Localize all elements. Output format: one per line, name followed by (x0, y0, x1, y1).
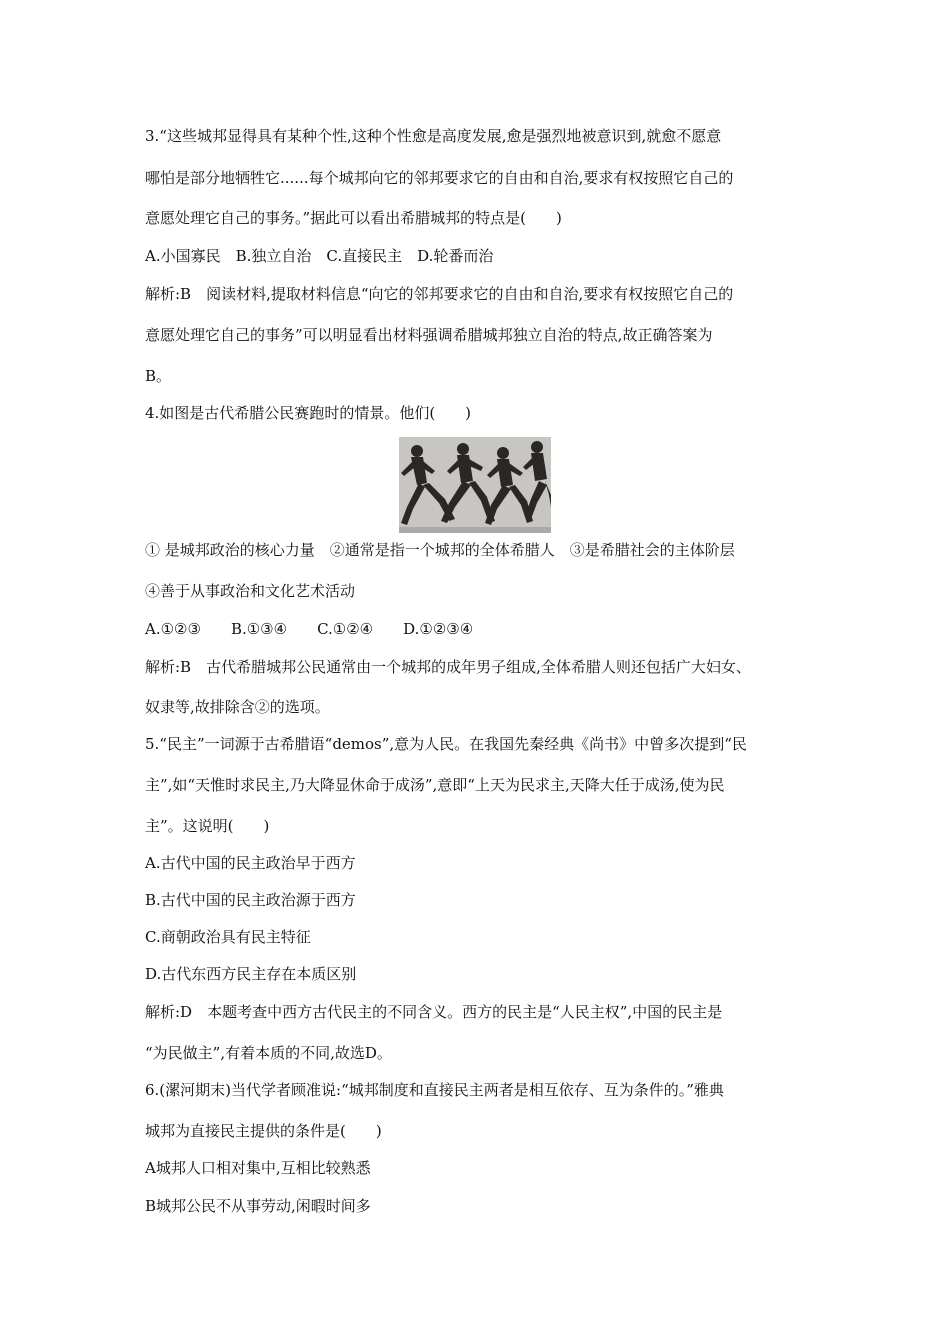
q6-option-b: B城邦公民不从事劳动,闲暇时间多 (145, 1197, 371, 1215)
q5-analysis-line-1: 解析:D 本题考查中西方古代民主的不同含义。西方的民主是“人民主权”,中国的民主是 (145, 1003, 723, 1021)
q3-stem-line-1: 3.“这些城邦显得具有某种个性,这种个性愈是高度发展,愈是强烈地被意识到,就愈不愿意 (145, 127, 722, 145)
q5-option-a: A.古代中国的民主政治早于西方 (145, 854, 356, 872)
q5-stem-line-1: 5.“民主”一词源于古希腊语“demos”,意为人民。在我国先秦经典《尚书》中曾多次提到“民 (145, 735, 747, 753)
q4-options: A.①②③ B.①③④ C.①②④ D.①②③④ (145, 620, 474, 638)
q6-option-a: A城邦人口相对集中,互相比较熟悉 (145, 1159, 371, 1177)
q5-option-b: B.古代中国的民主政治源于西方 (145, 891, 356, 909)
q5-option-d: D.古代东西方民主存在本质区别 (145, 965, 357, 983)
q4-stem: 4.如图是古代希腊公民赛跑时的情景。他们( ) (145, 404, 472, 422)
q6-stem-line-2: 城邦为直接民主提供的条件是( ) (145, 1122, 382, 1140)
q5-analysis-line-2: “为民做主”,有着本质的不同,故选D。 (145, 1044, 392, 1062)
q4-analysis-line-1: 解析:B 古代希腊城邦公民通常由一个城邦的成年男子组成,全体希腊人则还包括广大妇女、 (145, 658, 751, 676)
q3-analysis-line-2: 意愿处理它自己的事务”可以明显看出材料强调希腊城邦独立自治的特点,故正确答案为 (145, 326, 713, 344)
q4-statements-line-2: ④善于从事政治和文化艺术活动 (145, 582, 356, 600)
q3-analysis-line-3: B。 (145, 367, 172, 385)
q3-analysis-line-1: 解析:B 阅读材料,提取材料信息“向它的邻邦要求它的自由和自治,要求有权按照它自己的 (145, 285, 734, 303)
q3-stem-line-3: 意愿处理它自己的事务。”据此可以看出希腊城邦的特点是( ) (145, 209, 562, 227)
q4-analysis-line-2: 奴隶等,故排除含②的选项。 (145, 698, 330, 716)
q4-statements-line-1: ① 是城邦政治的核心力量 ②通常是指一个城邦的全体希腊人 ③是希腊社会的主体阶层 (145, 541, 735, 559)
q3-options: A.小国寡民 B.独立自治 C.直接民主 D.轮番而治 (145, 247, 494, 265)
q6-stem-line-1: 6.(漯河期末)当代学者顾准说:“城邦制度和直接民主两者是相互依存、互为条件的。”雅典 (145, 1081, 724, 1099)
greek-vase-runners-image (399, 437, 551, 533)
q5-stem-line-3: 主”。这说明( ) (145, 817, 270, 835)
q3-stem-line-2: 哪怕是部分地牺牲它......每个城邦向它的邻邦要求它的自由和自治,要求有权按照它自己的 (145, 169, 734, 187)
q5-stem-line-2: 主”,如“天惟时求民主,乃大降显休命于成汤”,意即“上天为民求主,天降大任于成汤,使为民 (145, 776, 725, 794)
q5-option-c: C.商朝政治具有民主特征 (145, 928, 311, 946)
